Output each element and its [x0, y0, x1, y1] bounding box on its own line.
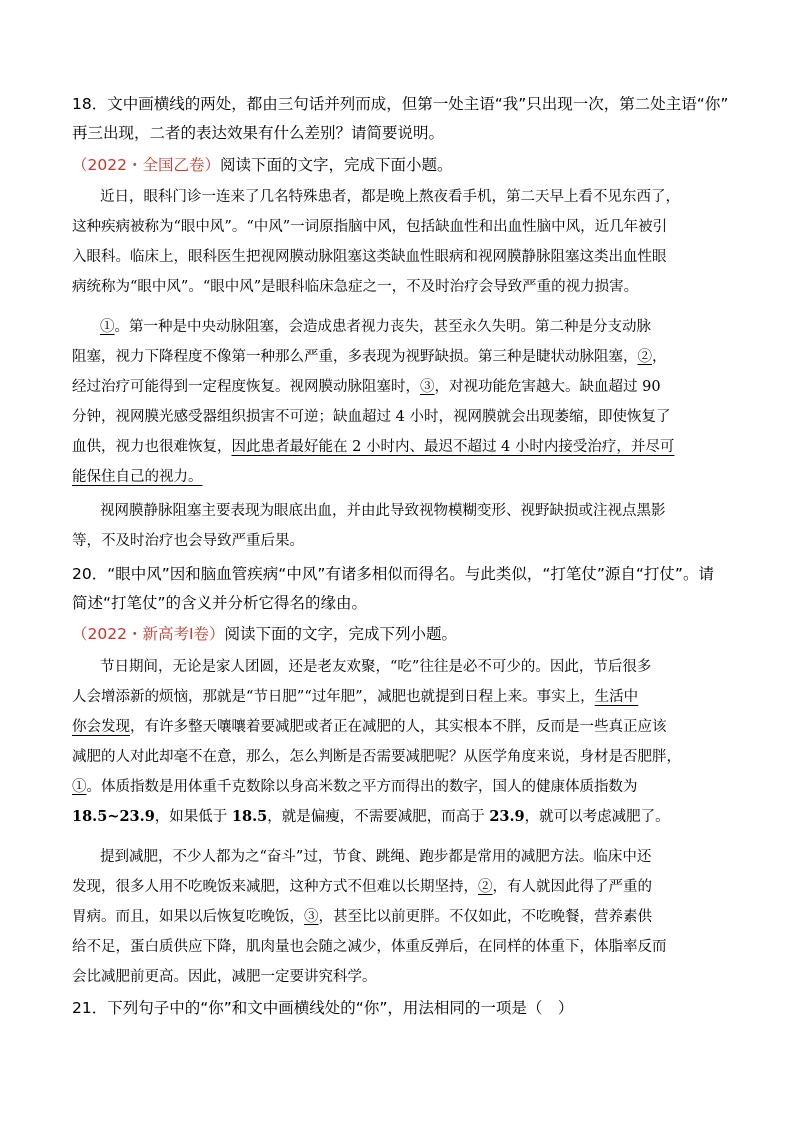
text-fragment: ，如果低于	[154, 809, 232, 825]
underlined-text: 你会发现	[72, 719, 130, 735]
text-line: 经过治疗可能得到一定程度恢复。视网膜动脉阻塞时，	[72, 379, 420, 395]
text-fragment: ，有人就因此得了严重的	[492, 879, 652, 895]
blank-1: ①	[72, 779, 87, 795]
question-21-line-1: 21．下列句子中的“你”和文中画横线处的“你”，用法相同的一项是（ ）	[72, 999, 574, 1017]
text-line: 等，不及时治疗也会导致严重后果。	[72, 533, 304, 549]
source-instruction: 阅读下面的文字，完成下列小题。	[224, 625, 458, 643]
passage-1-paragraph-3	[72, 496, 732, 556]
text-line: 给不足，蛋白质供应下降，肌肉量也会随之减少，体重反弹后，在同样的体重下，体脂率反而	[72, 939, 667, 955]
text-line: 分钟，视网膜光感受器组织损害不可逆；缺血超过 4 小时，视网膜就会出现萎缩，即使恢复了	[72, 409, 671, 425]
text-line: 视网膜静脉阻塞主要表现为眼底出血，并由此导致视物模糊变形、视野缺损或注视点黑影	[100, 503, 666, 519]
number: 23.9	[489, 808, 525, 825]
text-fragment: ，对视功能危害越大。缺血超过 90	[434, 379, 661, 395]
passage-2-paragraph-1	[72, 652, 732, 832]
question-20-line-2: 简述“打笔仗”的含义并分析它得名的缘由。	[72, 594, 368, 612]
text-line: 发现，很多人用不吃晚饭来减肥，这种方式不但难以长期坚持，	[72, 879, 478, 895]
source-heading-2	[72, 620, 732, 649]
text-fragment: ，	[652, 349, 667, 365]
blank-2: ②	[637, 349, 652, 365]
text-line: 。体质指数是用体重千克数除以身高米数之平方而得出的数字，国人的健康体质指数为	[86, 779, 638, 795]
underlined-text: 生活中	[594, 689, 639, 705]
text-fragment: ，就可以考虑减肥了。	[524, 809, 670, 825]
number: 18.5	[231, 808, 268, 825]
text-line: 胃病。而且，如果以后恢复吃晚饭，	[72, 909, 304, 925]
text-line: 这种疾病被称为“眼中风”。“中风”一词原指脑中风，包括缺血性和出血性脑中风，近几年被引	[72, 219, 668, 235]
text-line: 入眼科。临床上，眼科医生把视网膜动脉阻塞这类缺血性眼病和视网膜静脉阻塞这类出血性眼	[72, 249, 667, 265]
passage-2-paragraph-2	[72, 842, 732, 992]
text-line: 。第一种是中央动脉阻塞，会造成患者视力丧失，甚至永久失明。第二种是分支动脉	[114, 319, 651, 335]
source-tag: （2022・新高考Ⅰ卷）	[72, 625, 225, 643]
text-line: 人会增添新的烦恼，那就是“节日肥”“过年肥”，减肥也就提到日程上来。事实上，	[72, 689, 595, 705]
passage-1-paragraph-2	[72, 312, 732, 492]
underlined-text: 因此患者最好能在 2 小时内、最迟不超过 4 小时内接受治疗，并尽可	[231, 439, 675, 455]
text-line: 节日期间，无论是家人团圆，还是老友欢聚，“吃”往往是必不可少的。因此，节后很多	[100, 659, 652, 675]
source-heading-1	[72, 151, 732, 180]
text-line: 病统称为“眼中风”。“眼中风”是眼科临床急症之一，不及时治疗会导致严重的视力损害。	[72, 279, 639, 295]
passage-1-paragraph-1	[72, 182, 732, 302]
number: 18.5~23.9	[72, 808, 155, 825]
text-line: 减肥的人对此却毫不在意，那么，怎么判断是否需要减肥呢？从医学角度来说，身材是否肥胖，	[72, 749, 681, 765]
blank-3: ③	[304, 909, 319, 925]
text-fragment: ，就是偏瘦，不需要减肥，而高于	[267, 809, 490, 825]
underlined-text: 能保住自己的视力。	[72, 469, 203, 485]
question-18-line-2: 再三出现，二者的表达效果有什么差别？请简要说明。	[72, 124, 445, 142]
source-tag: （2022・全国乙卷）	[72, 156, 220, 174]
text-line: 近日，眼科门诊一连来了几名特殊患者，都是晚上熬夜看手机，第二天早上看不见东西了，	[100, 189, 680, 205]
text-line: 阻塞，视力下降程度不像第一种那么严重，多表现为视野缺损。第三种是睫状动脉阻塞，	[72, 349, 638, 365]
text-line: 提到减肥，不少人都为之“奋斗”过，节食、跳绳、跑步都是常用的减肥方法。临床中还	[100, 849, 652, 865]
text-fragment: ，有许多整天嚷嚷着要减肥或者正在减肥的人，其实根本不胖，反而是一些真正应该	[130, 719, 667, 735]
blank-3: ③	[420, 379, 435, 395]
text-line: 血供，视力也很难恢复，	[72, 439, 232, 455]
blank-2: ②	[478, 879, 493, 895]
text-fragment: ，甚至比以前更胖。不仅如此，不吃晚餐，营养素供	[318, 909, 652, 925]
question-21	[72, 994, 732, 1023]
blank-1: ①	[100, 319, 115, 335]
question-18	[72, 90, 732, 148]
question-20	[72, 560, 732, 618]
question-20-line-1: 20．“眼中风”因和脑血管疾病“中风”有诸多相似而得名。与此类似，“打笔仗”源自“打仗”。请	[72, 565, 714, 583]
text-line: 会比减肥前更高。因此，减肥一定要讲究科学。	[72, 969, 377, 985]
question-18-line-1: 18．文中画横线的两处，都由三句话并列而成，但第一处主语“我”只出现一次，第二处主语“你”	[72, 95, 729, 113]
source-instruction: 阅读下面的文字，完成下面小题。	[219, 156, 453, 174]
